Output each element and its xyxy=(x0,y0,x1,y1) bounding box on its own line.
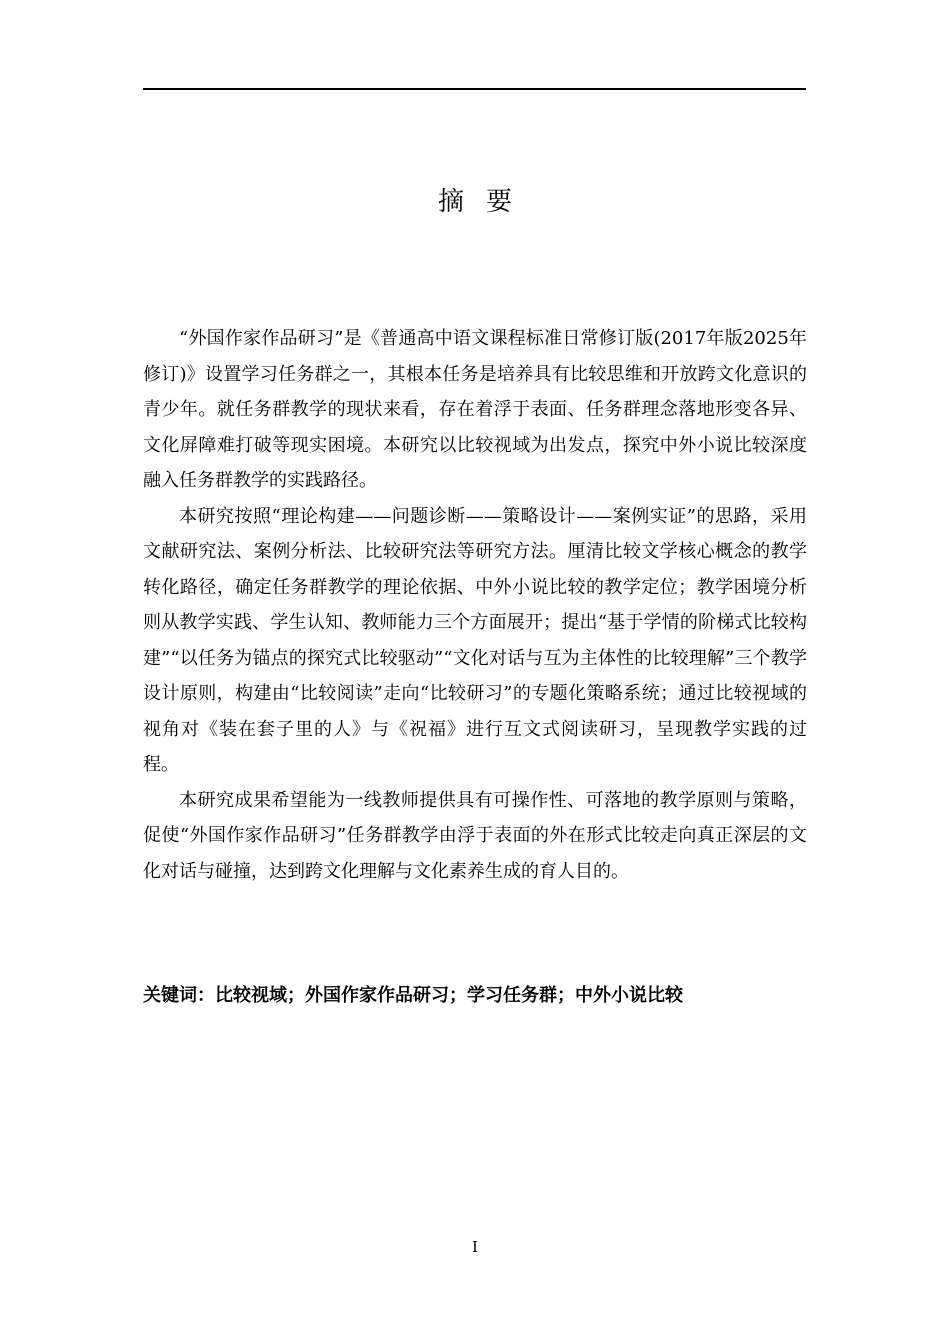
keywords-line: 关键词：比较视域；外国作家作品研习；学习任务群；中外小说比较 xyxy=(143,985,683,1006)
page-number: I xyxy=(472,1238,478,1256)
abstract-title: 摘要 xyxy=(437,187,534,217)
abstract-paragraph-2: 本研究按照“理论构建——问题诊断——策略设计——案例实证”的思路，采用文献研究法、案例分析法、比较研究法等研究方法。厘清比较文学核心概念的教学转化路径，确定任务群教学的理论依据、中外小说比较的教学定位；教学困境分析则从教学实践、学生认知、教师能力三个方面展开；提出“基于学情的阶梯式比较构建”“以任务为锚点的探究式比较驱动”“文化对话与互为主体性的比较理解”三个教学设计原则，构建由“比较阅读”走向“比较研习”的专题化策略系统；通过比较视域的视角对《装在套子里的人》与《祝福》进行互文式阅读研习，呈现教学实践的过程。 xyxy=(143,505,807,775)
header-rule xyxy=(143,88,806,90)
abstract-body xyxy=(143,321,807,889)
abstract-paragraph-1: “外国作家作品研习”是《普通高中语文课程标准日常修订版(2017年版2025年修订)》设置学习任务群之一，其根本任务是培养具有比较思维和开放跨文化意识的青少年。就任务群教学的现状来看，存在着浮于表面、任务群理念落地形变各异、文化屏障难打破等现实困境。本研究以比较视域为出发点，探究中外小说比较深度融入任务群教学的实践路径。 xyxy=(143,328,807,491)
abstract-paragraph-3: 本研究成果希望能为一线教师提供具有可操作性、可落地的教学原则与策略，促使“外国作家作品研习”任务群教学由浮于表面的外在形式比较走向真正深层的文化对话与碰撞，达到跨文化理解与文化素养生成的育人目的。 xyxy=(143,789,807,882)
